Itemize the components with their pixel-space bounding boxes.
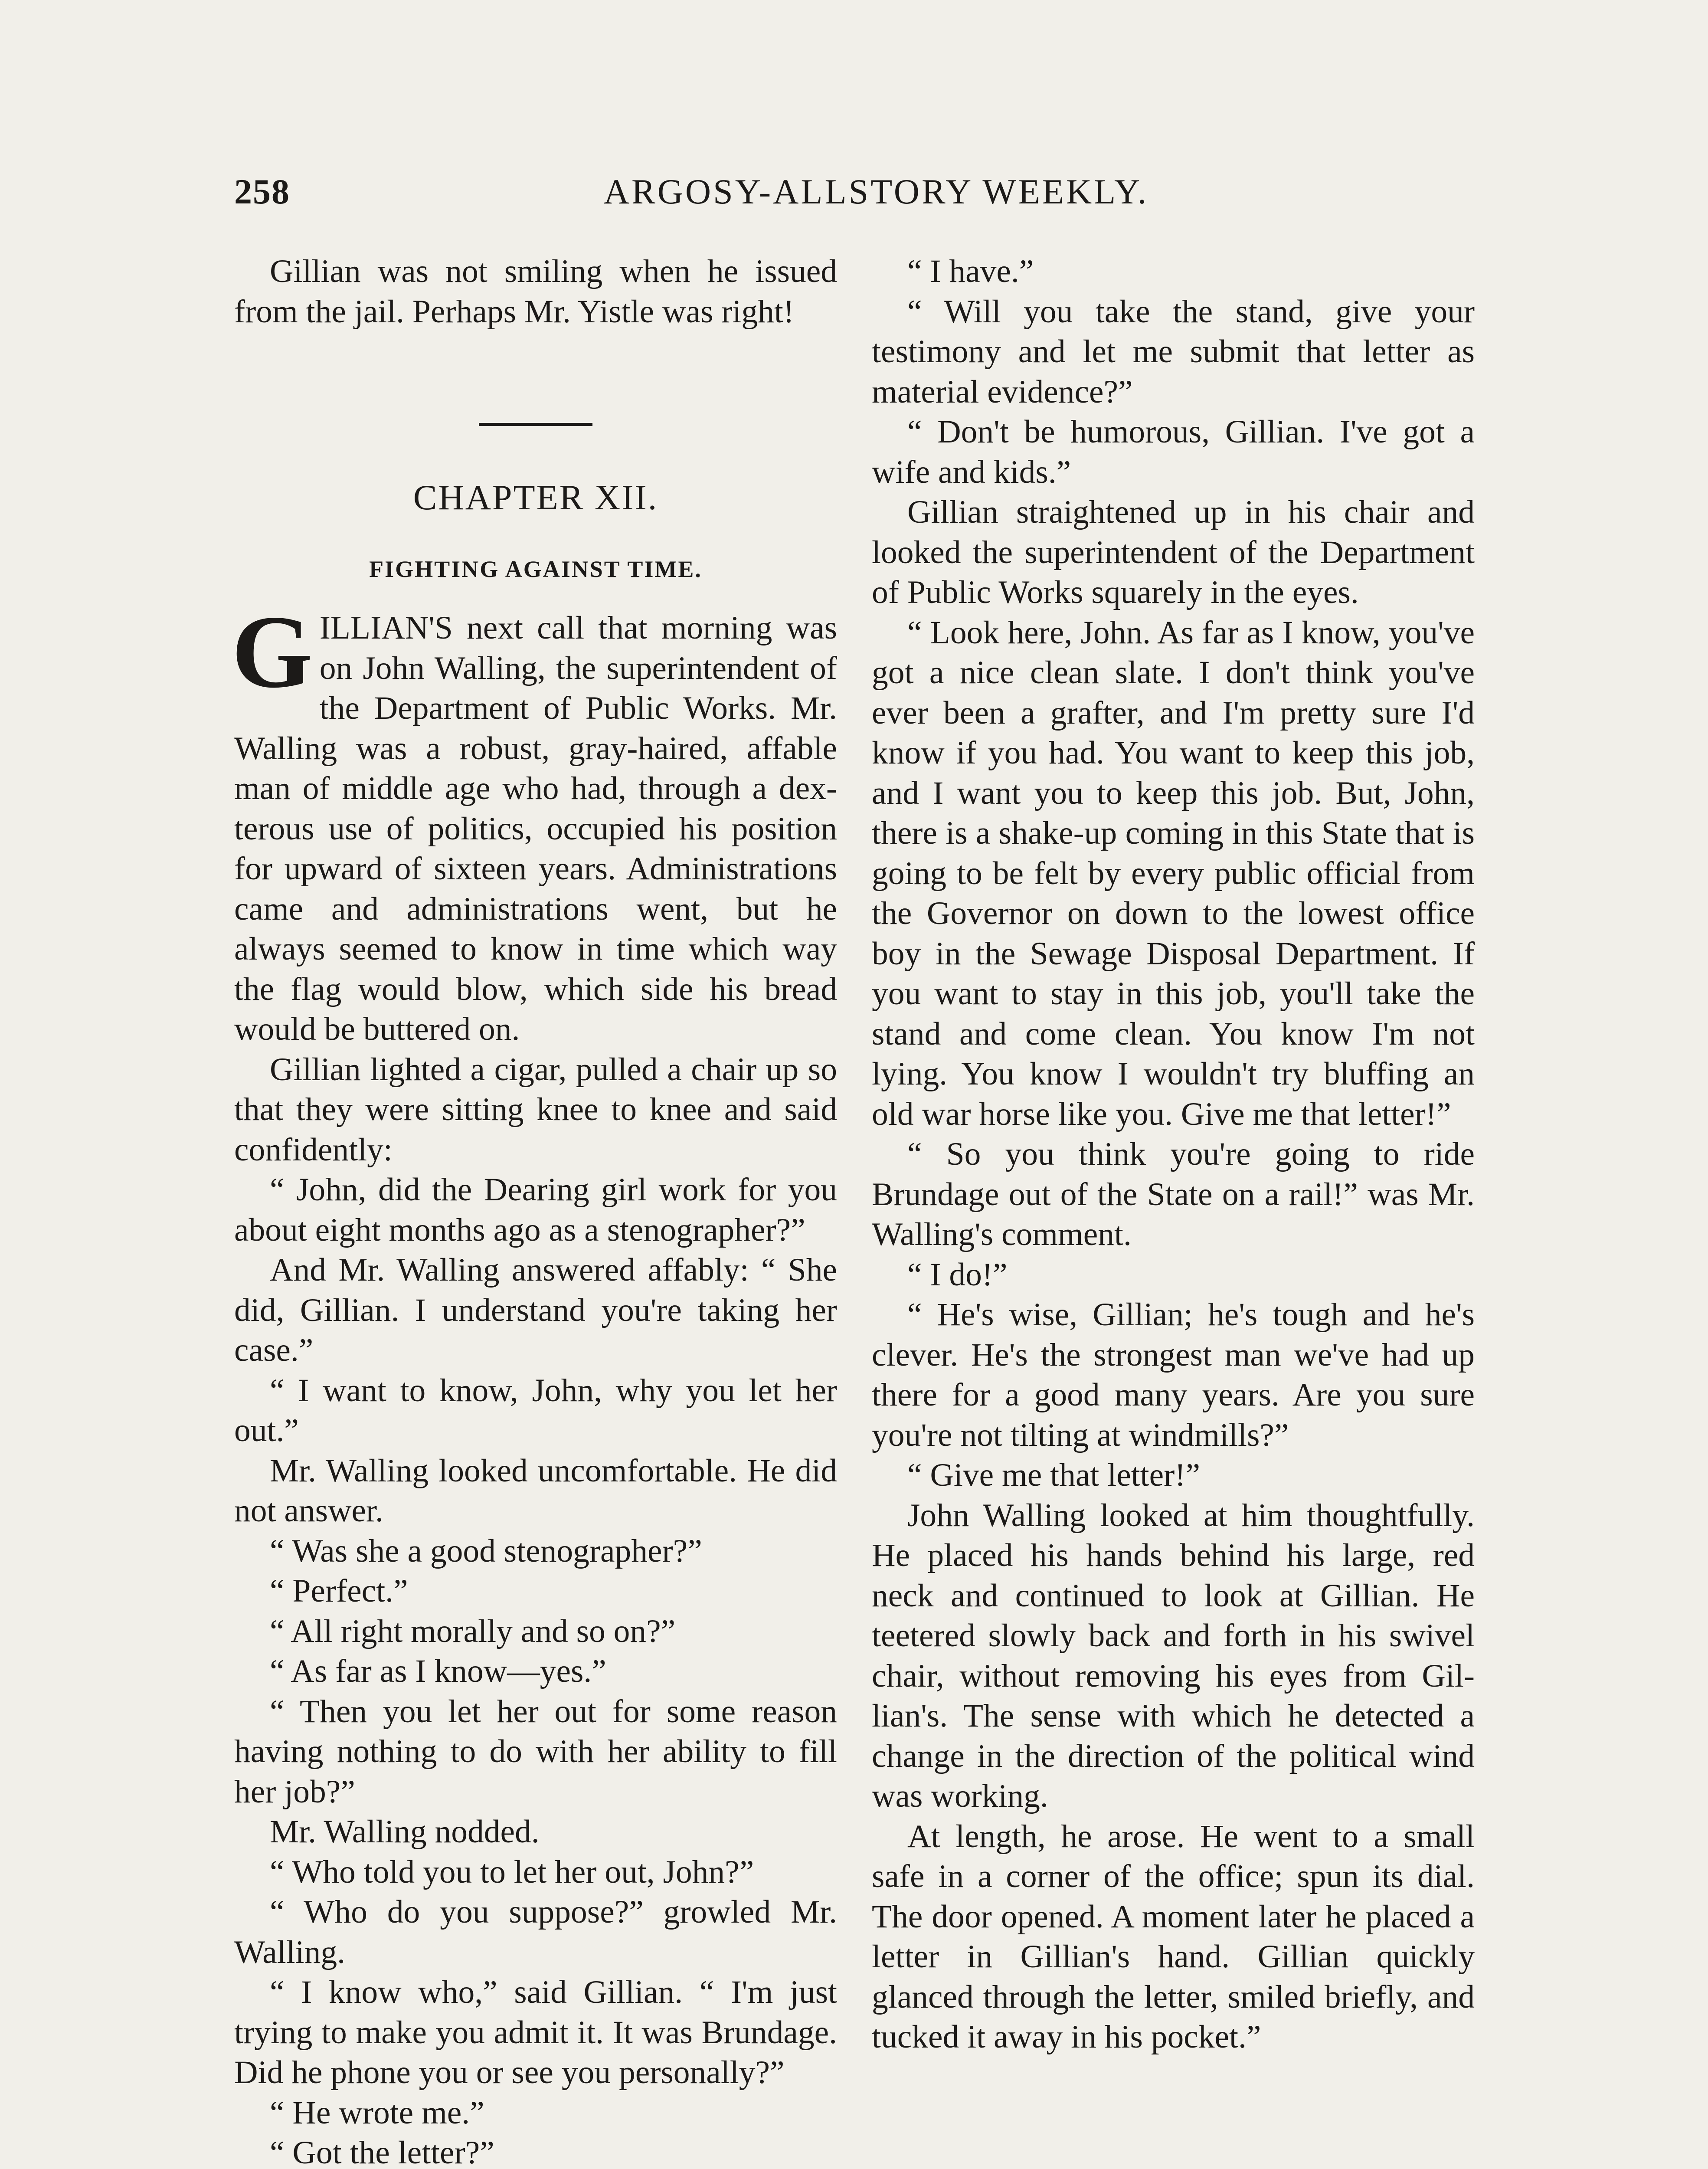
paragraph: “ Got the letter?” (270, 2135, 494, 2169)
paragraph: “ Who told you to let her out, John?” (270, 1854, 754, 1890)
page-header (234, 171, 1518, 228)
chapter-opening (232, 594, 837, 1050)
paragraph: “ Perfect.” (270, 1573, 408, 1609)
paragraph: Gillian lighted a cigar, pulled a chair up so that they were sitting knee to knee and said confidently: (234, 1051, 837, 1168)
paragraph: “ Was she a good stenographer?” (270, 1533, 702, 1569)
paragraph: “ I want to know, John, why you let her out.” (234, 1372, 837, 1448)
page-number: 258 (234, 172, 290, 211)
opening-paragraph: ILLIAN'S next call that morning was on John Walling, the superintendent of the Department of Public Works. Mr. Walling was a robust, gray-haired, affable man of middle age who had, through a dexterous use of politics, occupied his position for upward of sixteen years. Administrations came and administrations went, but he always seemed to know in time which way the flag would blow, which side his bread would be buttered on. (234, 610, 837, 1047)
running-title: ARGOSY-ALLSTORY WEEKLY. (603, 172, 1149, 211)
paragraph: “ I do!” (907, 1256, 1008, 1293)
paragraph: Mr. Walling looked uncomfortable. He did not answer. (234, 1452, 837, 1529)
paragraph: “ I know who,” said Gillian. “ I'm just trying to make you admit it. It was Brundage. Did he phone you or see you personally?” (234, 1974, 837, 2090)
left-column (234, 252, 837, 2169)
paragraph: “ John, did the Dearing girl work for you about eight months ago as a stenographer?” (234, 1172, 837, 1248)
paragraph: Gillian straightened up in his chair and looked the superintendent of the Department of Public Works squarely in the eyes. (872, 494, 1475, 610)
paragraph: “ Give me that letter!” (907, 1457, 1200, 1493)
chapter-heading: CHAPTER XII. (413, 478, 658, 517)
paragraph: Mr. Walling nodded. (270, 1814, 540, 1850)
section-divider (479, 423, 592, 426)
paragraph: And Mr. Walling answered affably: “ She did, Gillian. I understand you're taking her case.” (234, 1252, 837, 1368)
paragraph: John Walling looked at him thoughtfully. He placed his hands behind his large, red neck and continued to look at Gillian. He teetered slowly back and forth in his swivel chair, without removing his eyes from Gillian's. The sense with which he detected a change in the direction of the political wind was working. (872, 1497, 1475, 1814)
paragraph: “ Then you let her out for some reason having nothing to do with her ability to fill her job?” (234, 1693, 837, 1810)
right-column (872, 252, 1475, 2058)
paragraph: At length, he arose. He went to a small safe in a corner of the office; spun its dial. The door opened. A moment later he placed a letter in Gillian's hand. Gillian quickly glanced through the letter, smiled briefly, and tucked it away in his pocket.” (872, 1818, 1475, 2055)
drop-cap: G (232, 594, 313, 709)
paragraph: “ As far as I know—yes.” (270, 1653, 606, 1689)
paragraph: “ Look here, John. As far as I know, you've got a nice clean slate. I don't think you've ever been a grafter, and I'm pretty sure I'd know if you had. You want to keep this job, and I want you to keep this job. But, John, there is a shake-up coming in this State that is going to be felt by every public official from the Governor on down to the lowest office boy in the Sewage Disposal Department. If you want to stay in this job, you'll take the stand and come clean. You know I'm not lying. You know I wouldn't try bluffing an old war horse like you. Give me that letter!” (872, 614, 1475, 1132)
paragraph: “ All right morally and so on?” (270, 1613, 676, 1649)
paragraph: “ He wrote me.” (270, 2094, 484, 2131)
intro-paragraph: Gillian was not smiling when he issued from the jail. Perhaps Mr. Yistle was right! (234, 253, 837, 330)
paragraph: “ Will you take the stand, give your testimony and let me submit that letter as material evidence?” (872, 293, 1475, 410)
paragraph: “ So you think you're going to ride Brundage out of the State on a rail!” was Mr. Walling's comment. (872, 1136, 1475, 1252)
paragraph: “ Don't be humorous, Gillian. I've got a wife and kids.” (872, 414, 1475, 490)
paragraph: “ He's wise, Gillian; he's tough and he's clever. He's the strongest man we've had up there for a good many years. Are you sure you're not tilting at windmills?” (872, 1297, 1475, 1453)
paragraph: “ Who do you suppose?” growled Mr. Walling. (234, 1894, 837, 1970)
paragraph: “ I have.” (907, 253, 1034, 289)
chapter-subtitle: FIGHTING AGAINST TIME. (369, 556, 702, 582)
